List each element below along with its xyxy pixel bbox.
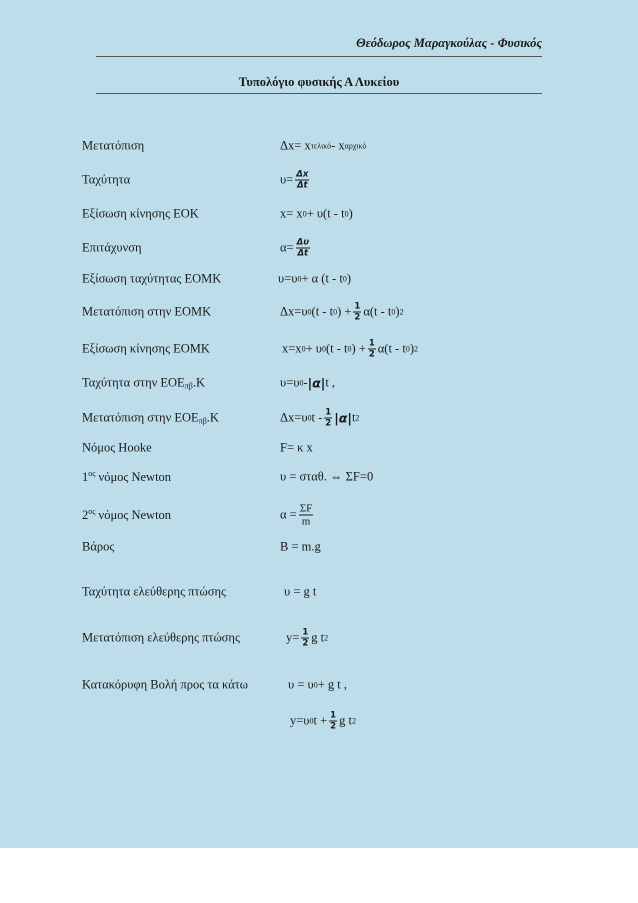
row-label: Ταχύτητα ελεύθερης πτώσης <box>82 584 226 599</box>
row-hooke <box>82 433 562 463</box>
formula-vertical-throw-velocity: υ = υ 0 + g t , <box>288 677 347 692</box>
row-label: $1^{o\varsigma}$ νόμος Newton <box>82 469 172 484</box>
formula-eoe-velocity: υ=υ 0 - |α| t , <box>280 375 336 391</box>
row-label: Μετατόπιση στην ΕΟΜΚ <box>82 304 212 319</box>
row-free-fall-displacement <box>82 623 562 653</box>
formula-velocity: υ= $\frac{\Delta x}{\Delta t}$ <box>280 169 309 191</box>
row-label: Εξίσωση ταχύτητας ΕΟΜΚ <box>82 271 222 286</box>
row-label: Βάρος <box>82 539 115 554</box>
formula-hooke: F= κ x <box>280 440 313 455</box>
row-label: $2^{o\varsigma}$ νόμος Newton <box>82 507 172 522</box>
row-acceleration <box>82 233 562 263</box>
row-eomk-displacement <box>82 297 562 327</box>
row-label: Εξίσωση κίνησης ΕΟΜΚ <box>82 341 210 356</box>
row-label: Μετατόπιση στην $EOE_{\pi\beta}.K$ <box>82 410 219 426</box>
formula-acceleration: α= $\frac{\Delta\upsilon}{\Delta t}$ <box>280 237 309 259</box>
formula-displacement: Δx= x τελικό - x αρχικό <box>280 138 367 153</box>
row-eomk-velocity <box>82 264 562 294</box>
formula-newton-second: α = $\frac{\Sigma F}{m}$ <box>280 502 313 528</box>
row-label: Μετατόπιση <box>82 138 145 153</box>
row-label: Ταχύτητα <box>82 172 131 187</box>
document-title: Τυπολόγιο φυσικής Α Λυκείου <box>238 75 400 89</box>
author-header: Θεόδωρος Μαραγκούλας - Φυσικός <box>356 36 542 50</box>
title-rule <box>96 93 542 94</box>
formula-vertical-throw-displacement: y=υ 0 t + $\frac{1}{2}$ g t 2 <box>290 710 356 732</box>
formula-eomk-velocity: υ=υ 0 + α (t - t 0 ) <box>278 271 351 286</box>
formula-newton-first: υ = σταθ. ⇔ ΣF=0 <box>280 469 374 484</box>
row-label: Επιτάχυνση <box>82 240 142 255</box>
row-eomk-equation <box>82 334 562 364</box>
row-label: Εξίσωση κίνησης ΕΟΚ <box>82 206 199 221</box>
row-newton-second <box>82 500 562 530</box>
row-newton-first <box>82 462 562 492</box>
row-eoe-displacement <box>82 403 562 433</box>
formula-free-fall-displacement: y= $\frac{1}{2}$ g t 2 <box>286 627 329 649</box>
formula-eok: x= x 0 + υ(t - t 0 ) <box>280 206 353 221</box>
row-eoe-velocity <box>82 368 562 398</box>
formula-free-fall-velocity: υ = g t <box>284 584 317 599</box>
row-label: Ταχύτητα στην $EOE_{\pi\beta}.K$ <box>82 375 205 391</box>
formula-eoe-displacement: Δx=υ 0 t - $\frac{1}{2}$ |α| t 2 <box>280 407 360 429</box>
row-weight <box>82 532 562 562</box>
formula-eomk-equation: x=x 0 + υ 0 (t - t 0 ) + $\frac{1}{2}$ α(t - t 0 ) 2 <box>282 338 418 360</box>
row-displacement <box>82 131 562 161</box>
row-label: Μετατόπιση ελεύθερης πτώσης <box>82 630 240 645</box>
row-velocity <box>82 165 562 195</box>
row-vertical-throw-displacement <box>82 706 562 736</box>
header-rule <box>96 56 542 57</box>
row-free-fall-velocity <box>82 577 562 607</box>
formula-eomk-displacement: Δx=υ 0 (t - t 0 ) + $\frac{1}{2}$ α(t - t 0 ) 2 <box>280 301 404 323</box>
row-label: Νόμος Hooke <box>82 440 152 455</box>
row-label: Κατακόρυφη Βολή προς τα κάτω <box>82 677 249 692</box>
formula-weight: Β = m.g <box>280 539 321 554</box>
row-vertical-throw-down <box>82 670 562 700</box>
row-eok-equation <box>82 199 562 229</box>
